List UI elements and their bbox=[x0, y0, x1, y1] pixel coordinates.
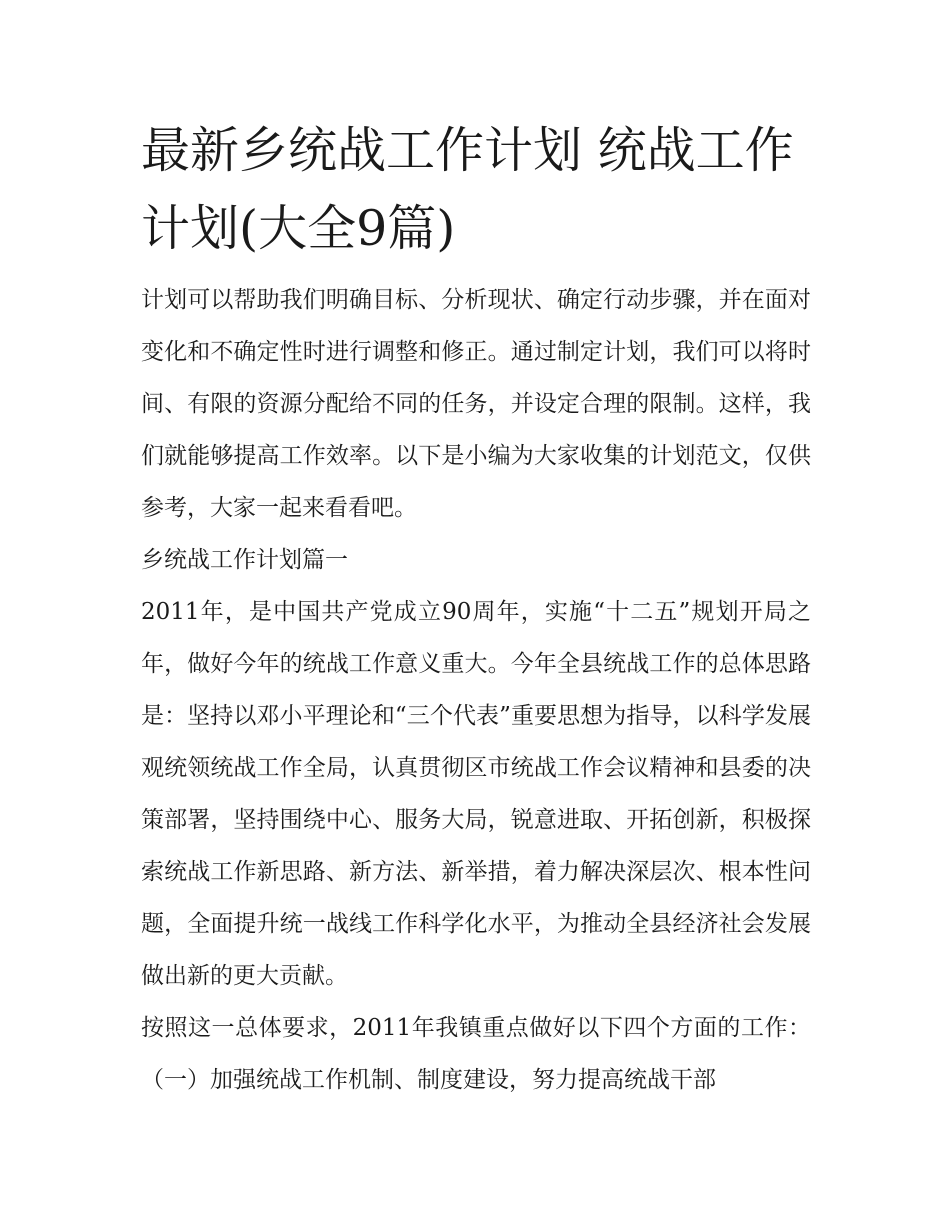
body-paragraph-1: 2011年，是中国共产党成立90周年，实施“十二五”规划开局之年，做好今年的统战工作意义重大。今年全县统战工作的总体思路是：坚持以邓小平理论和“三个代表”重要思想为指导，以科学发展观统领统战工作全局，认真贯彻区市统战工作会议精神和县委的决策部署，坚持围绕中心、服务大局，锐意进取、开拓创新，积极探索统战工作新思路、新方法、新举措，着力解决深层次、根本性问题，全面提升统一战线工作科学化水平，为推动全县经济社会发展做出新的更大贡献。 bbox=[141, 599, 811, 989]
document-title: 最新乡统战工作计划 统战工作计划(大全9篇) bbox=[141, 122, 794, 257]
intro-paragraph: 计划可以帮助我们明确目标、分析现状、确定行动步骤，并在面对变化和不确定性时进行调整和修正。通过制定计划，我们可以将时间、有限的资源分配给不同的任务，并设定合理的限制。这样，我们就能够提高工作效率。以下是小编为大家收集的计划范文，仅供参考，大家一起来看看吧。 bbox=[141, 287, 811, 521]
body-paragraph-2: 按照这一总体要求，2011年我镇重点做好以下四个方面的工作：（一）加强统战工作机制、制度建设，努力提高统战干部 bbox=[141, 1015, 811, 1093]
document-page bbox=[141, 112, 811, 1106]
section-heading: 乡统战工作计划篇一 bbox=[141, 547, 348, 573]
